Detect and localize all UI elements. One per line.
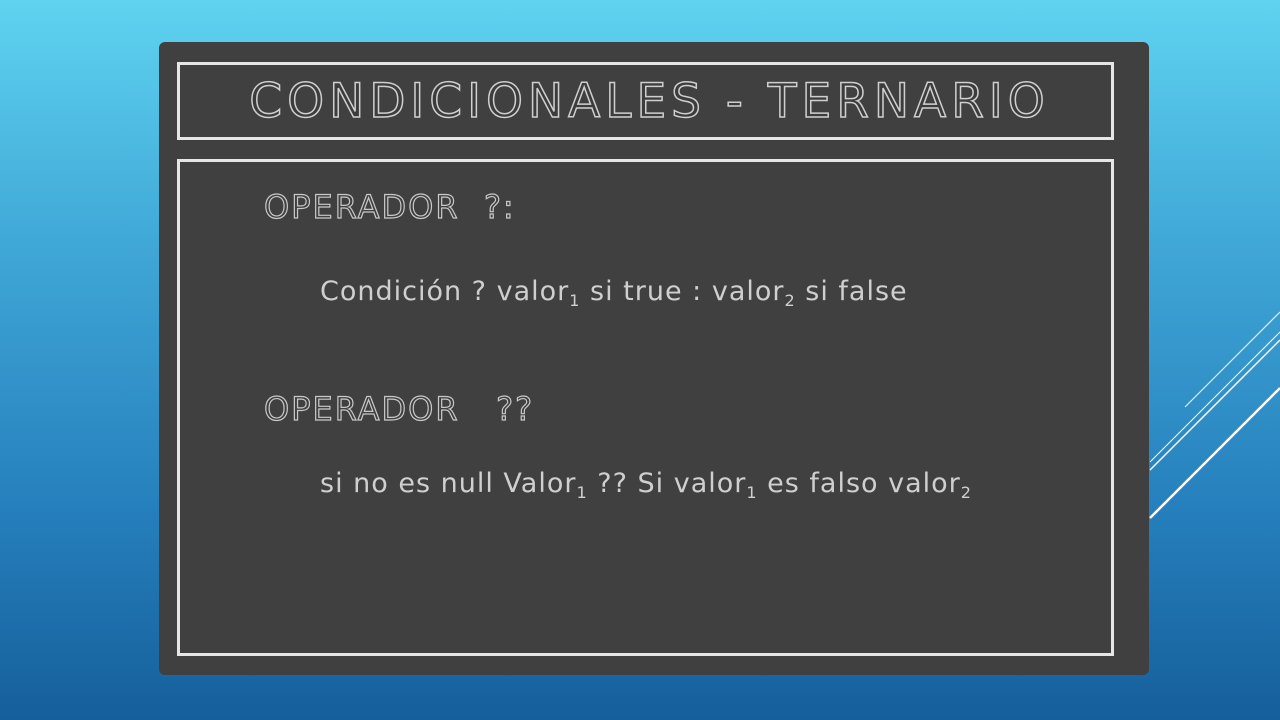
subscript: 1 [746, 483, 758, 502]
heading-operator-nullish: OPERADOR ?? [264, 390, 535, 428]
ternary-syntax-line [320, 276, 908, 310]
chalkboard [159, 42, 1149, 675]
nullish-syntax-line [320, 468, 972, 502]
text-segment: ?? Si valor [587, 468, 747, 499]
content-frame [177, 159, 1114, 656]
text-segment: si true : valor [580, 276, 785, 307]
text-segment: si no es null Valor [320, 468, 577, 499]
text-segment: es falso valor [757, 468, 961, 499]
text-segment: Condición ? valor [320, 276, 570, 307]
heading-operator-ternary: OPERADOR ?: [264, 188, 516, 226]
subscript: 2 [784, 291, 796, 310]
subscript: 2 [960, 483, 972, 502]
title-frame [177, 62, 1114, 140]
subscript: 1 [569, 291, 581, 310]
slide-title: CONDICIONALES - TERNARIO [249, 73, 1050, 129]
text-segment: si false [795, 276, 908, 307]
subscript: 1 [576, 483, 588, 502]
